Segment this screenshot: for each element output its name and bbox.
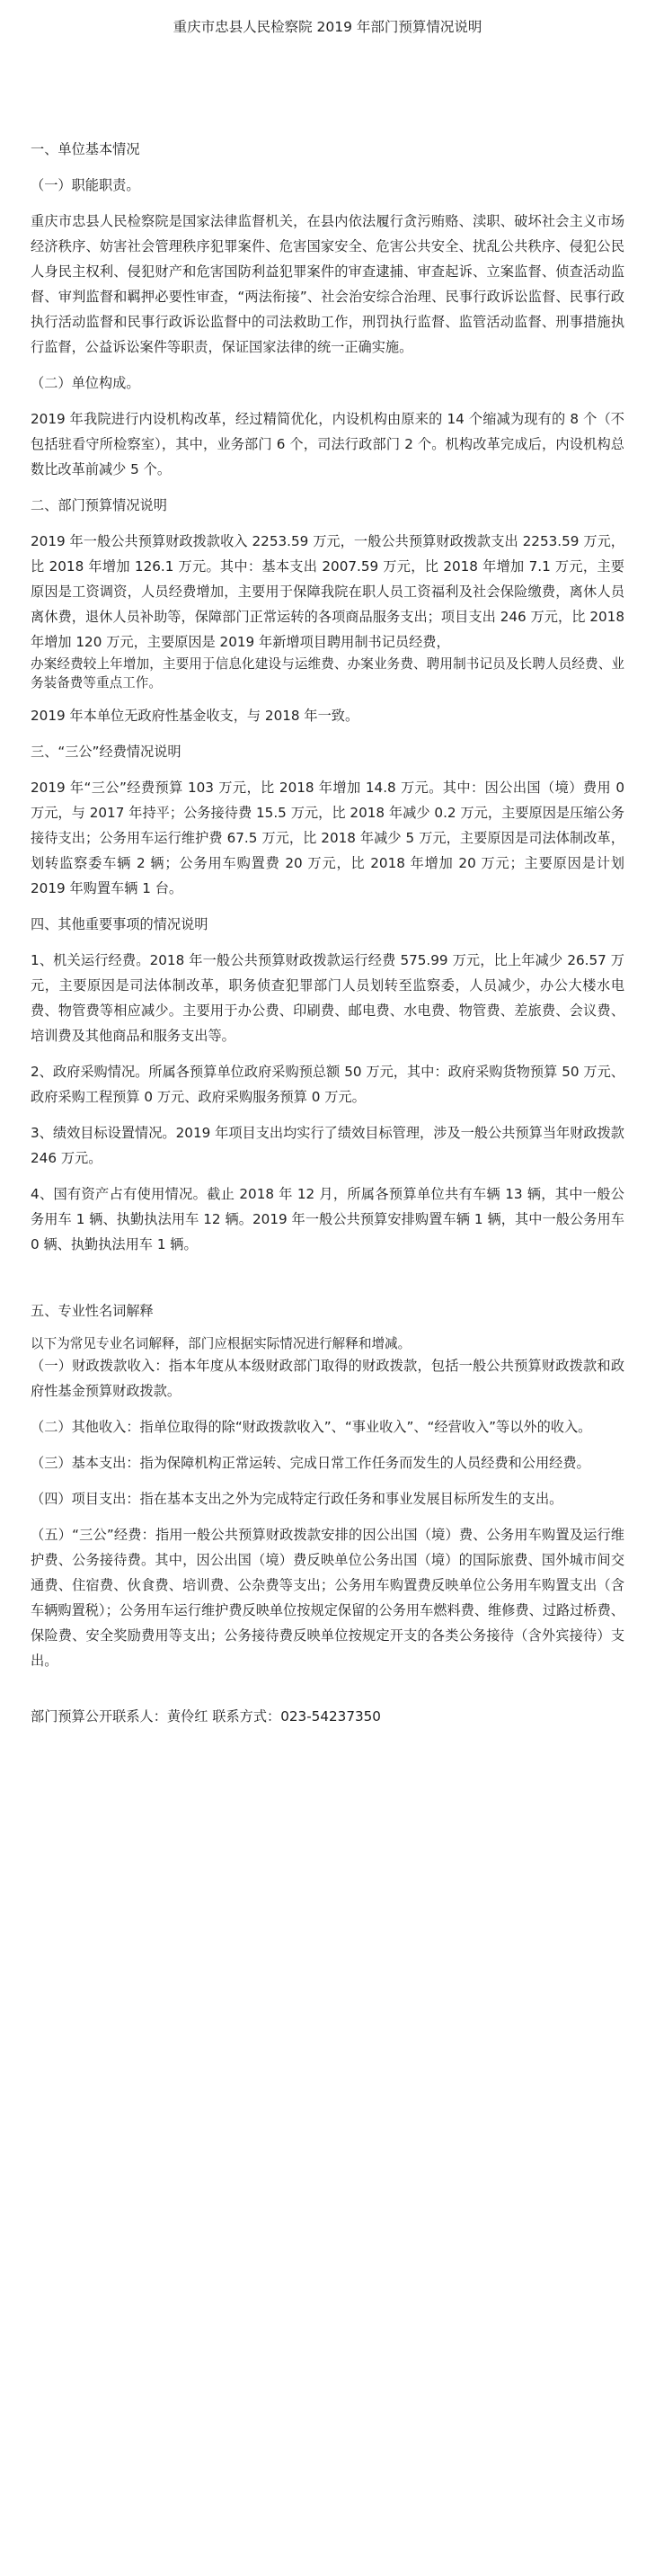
section-1-sub-2-heading: （二）单位构成。 [31,375,140,391]
document-title: 重庆市忠县人民检察院 2019 年部门预算情况说明 [173,19,482,35]
section-4-item-2: 2、政府采购情况。所属各预算单位政府采购预总额 50 万元，其中：政府采购货物预算 50 万元、政府采购工程预算 0 万元、政府采购服务预算 0 万元。 [31,1064,624,1105]
section-4-item-1: 1、机关运行经费。2018 年一般公共预算财政拨款运行经费 575.99 万元，比上年减少 26.57 万元，主要原因是司法体制改革，职务侦查犯罪部门人员划转至监察委，人员减少，办公大楼水电费、物管费等相应减少。主要用于办公费、印刷费、邮电费、水电费、物管费、差旅费、会议费、培训费及其他商品和服务支出等。 [31,952,624,1044]
section-2-fund-text: 2019 年本单位无政府性基金收支，与 2018 年一致。 [31,708,359,724]
section-4-item-4: 4、国有资产占有使用情况。截止 2018 年 12 月，所属各预算单位共有车辆 13 辆，其中一般公务用车 1 辆、执勤执法用车 12 辆。2019 年一般公共预算安排购置车辆 1 辆，其中一般公务用车 0 辆、执勤执法用车 1 辆。 [31,1186,624,1252]
section-5-term-1: （一）财政拨款收入：指本年度从本级财政部门取得的财政拨款，包括一般公共预算财政拨款和政府性基金预算财政拨款。 [31,1358,624,1399]
section-5-term-2: （二）其他收入：指单位取得的除“财政拨款收入”、“事业收入”、“经营收入”等以外的收入。 [31,1419,592,1435]
section-2-heading: 二、部门预算情况说明 [31,497,167,513]
section-5-intro: 以下为常见专业名词解释，部门应根据实际情况进行解释和增减。 [31,1336,412,1351]
section-5-term-5: （五）“三公”经费：指用一般公共预算财政拨款安排的因公出国（境）费、公务用车购置及运行维护费、公务接待费。其中，因公出国（境）费反映单位公务出国（境）的国际旅费、国外城市间交通费、住宿费、伙食费、培训费、公杂费等支出；公务用车购置费反映单位公务用车购置支出（含车辆购置税）；公务用车运行维护费反映单位按规定保留的公务用车燃料费、维修费、过路过桥费、保险费、安全奖励费用等支出；公务接待费反映单位按规定开支的各类公务接待（含外宾接待）支出。 [31,1527,624,1669]
section-1-heading: 一、单位基本情况 [31,141,140,157]
section-5-term-4: （四）项目支出：指在基本支出之外为完成特定行政任务和事业发展目标所发生的支出。 [31,1491,563,1507]
section-5-term-3: （三）基本支出：指为保障机构正常运转、完成日常工作任务而发生的人员经费和公用经费。 [31,1455,590,1471]
section-1-structure-text: 2019 年我院进行内设机构改革，经过精简优化，内设机构由原来的 14 个缩减为现有的 8 个（不包括驻看守所检察室），其中，业务部门 6 个，司法行政部门 2 个。机构改革完成后，内设机构总数比改革前减少 5 个。 [31,411,624,477]
section-2-budget-text-tail: 办案经费较上年增加，主要用于信息化建设与运维费、办案业务费、聘用制书记员及长聘人员经费、业务装备费等重点工作。 [31,656,624,691]
section-3-text: 2019 年“三公”经费预算 103 万元，比 2018 年增加 14.8 万元。其中：因公出国（境）费用 0 万元，与 2017 年持平；公务接待费 15.5 万元，比 2018 年减少 0.2 万元，主要原因是压缩公务接待支出；公务用车运行维护费 67.5 万元，比 2018 年减少 5 万元，主要原因是司法体制改革，划转监察委车辆 2 辆；公务用车购置费 20 万元，比 2018 年增加 20 万元；主要原因是计划 2019 年购置车辆 1 台。 [31,780,624,896]
section-1-duties-text: 重庆市忠县人民检察院是国家法律监督机关，在县内依法履行贪污贿赂、渎职、破坏社会主义市场经济秩序、妨害社会管理秩序犯罪案件、危害国家安全、危害公共安全、扰乱公共秩序、侵犯公民人身民主权利、侵犯财产和危害国防利益犯罪案件的审查逮捕、审查起诉、立案监督、侦查活动监督、审判监督和羁押必要性审查，“两法衔接”、社会治安综合治理、民事行政诉讼监督、民事行政执行活动监督和民事行政诉讼监督中的司法救助工作，刑罚执行监督、监管活动监督、刑事措施执行监督，公益诉讼案件等职责，保证国家法律的统一正确实施。 [31,213,624,355]
section-5-heading: 五、专业性名词解释 [31,1303,154,1319]
contact-info: 部门预算公开联系人：黄伶红 联系方式：023-54237350 [31,1708,381,1725]
section-3-heading: 三、“三公”经费情况说明 [31,744,181,760]
section-1-sub-1-heading: （一）职能职责。 [31,177,140,193]
section-4-heading: 四、其他重要事项的情况说明 [31,916,208,932]
section-2-budget-text: 2019 年一般公共预算财政拨款收入 2253.59 万元，一般公共预算财政拨款支出 2253.59 万元，比 2018 年增加 126.1 万元。其中：基本支出 2007.59 万元，比 2018 年增加 7.1 万元，主要原因是工资调资，人员经费增加，主要用于保障我院在职人员工资福利及社会保险缴费，离休人员离休费，退休人员补助等，保障部门正常运转的各项商品服务支出；项目支出 246 万元，比 2018 年增加 120 万元，主要原因是 2019 年新增项目聘用制书记员经费， [31,533,624,650]
section-4-item-3: 3、绩效目标设置情况。2019 年项目支出均实行了绩效目标管理，涉及一般公共预算当年财政拨款 246 万元。 [31,1125,624,1166]
